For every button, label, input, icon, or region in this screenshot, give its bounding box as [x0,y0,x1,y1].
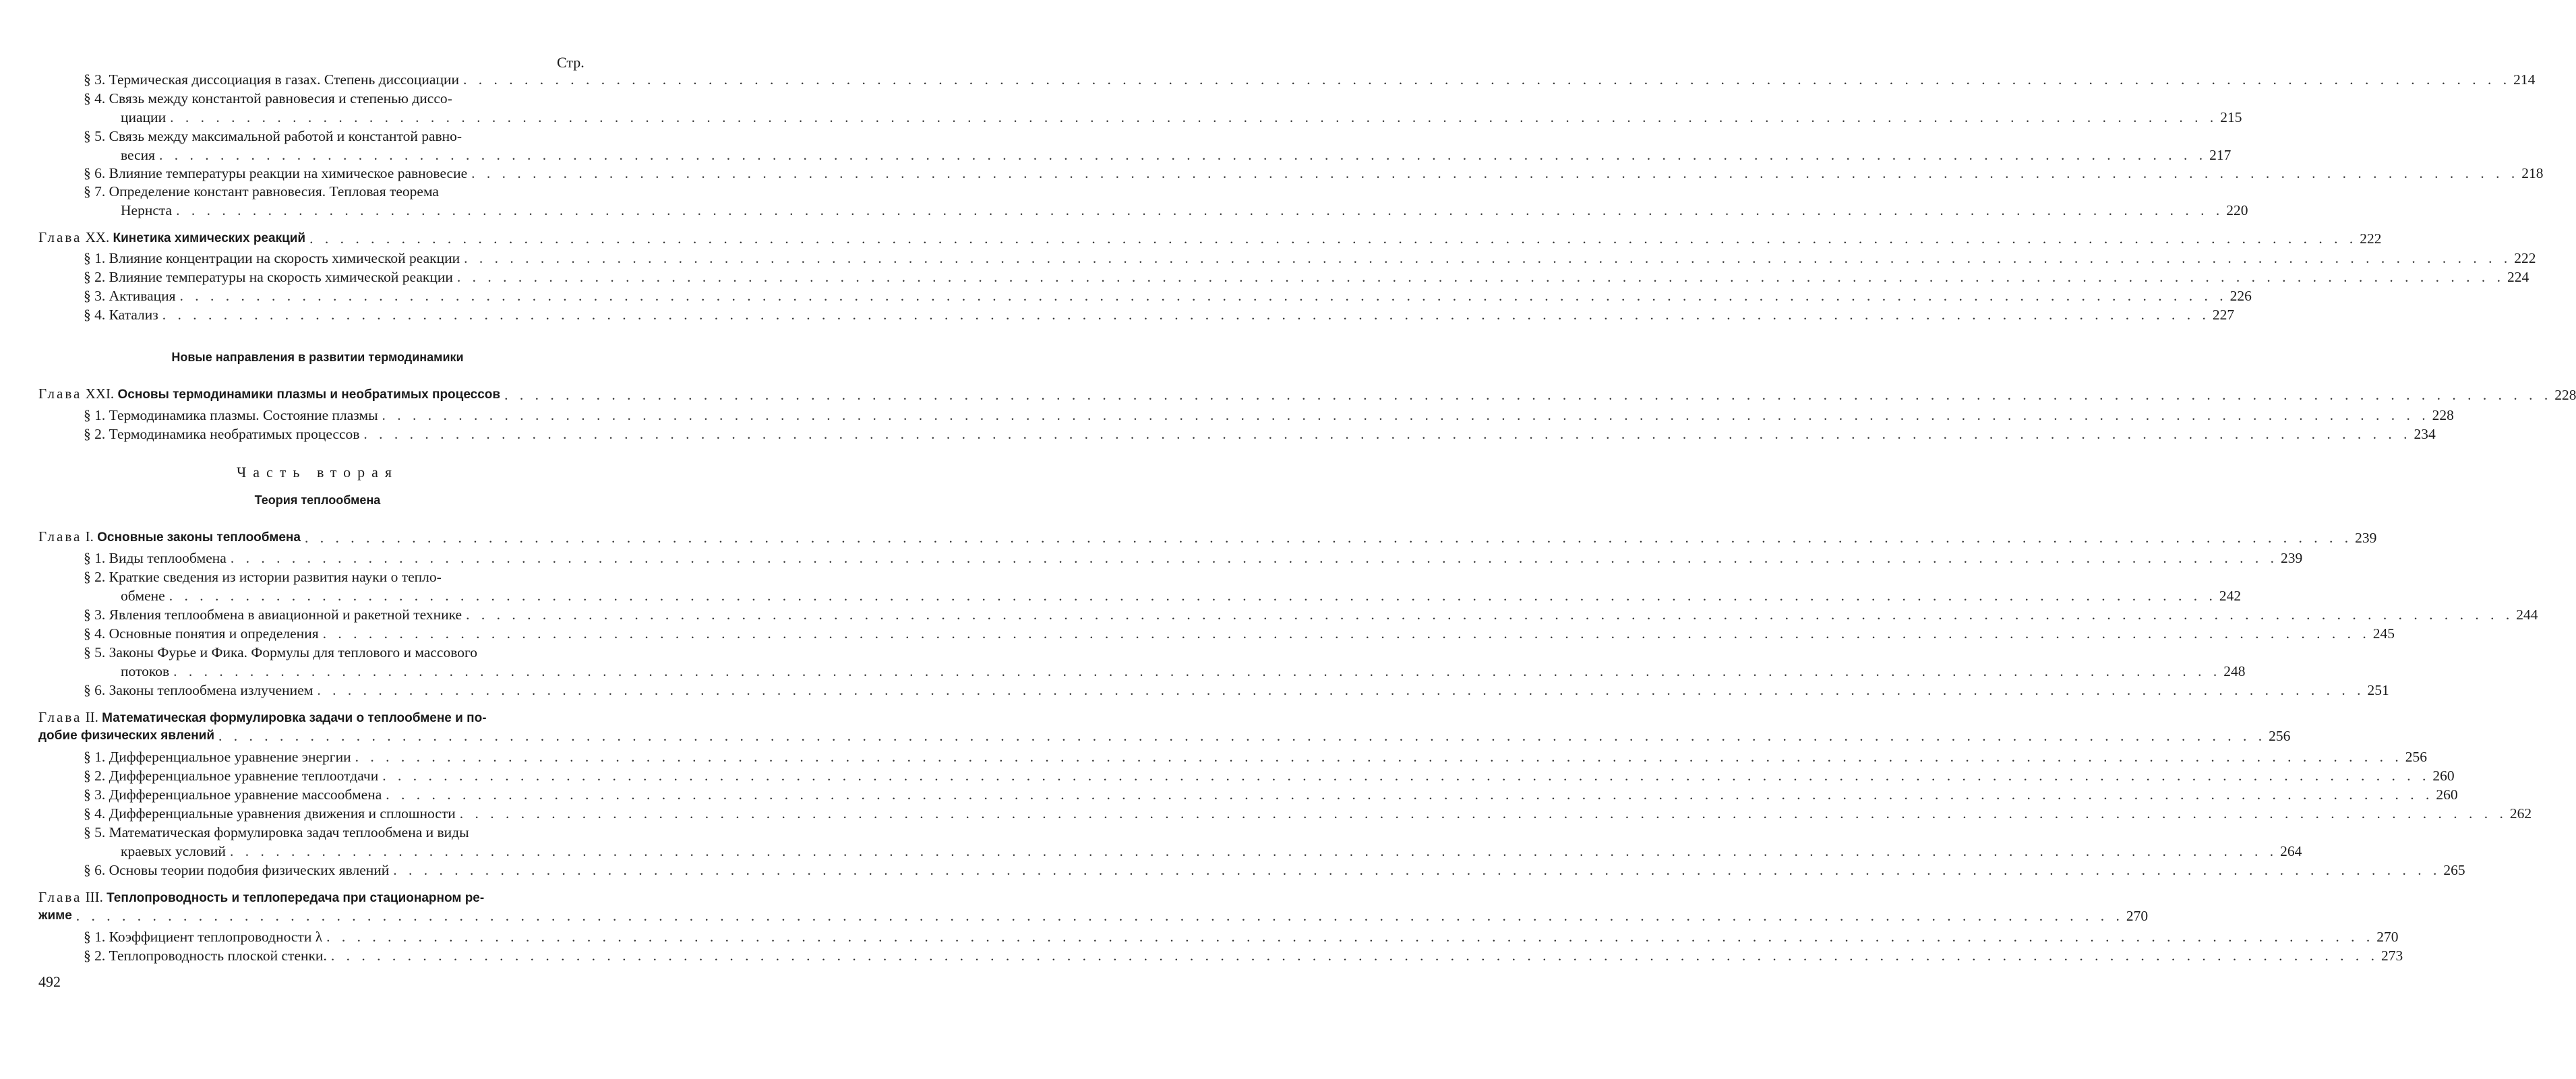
section-number: § 1. [84,250,106,266]
page-ref: 239 [2355,530,2377,546]
section-text: Термодинамика плазмы. Состояние плазмы [109,407,378,423]
section-entry-continued [0,146,2231,164]
continued-text: циации [121,109,167,125]
page-ref: 215 [2220,109,2242,125]
section-heading: Новые направления в развитии термодинамики [171,350,464,364]
section-text: Активация [109,288,176,304]
chapter-entry-continued [0,727,2291,745]
dot-leader [363,425,2411,443]
page-ref: 248 [2223,663,2246,679]
section-number: § 2. [84,426,106,442]
dot-leader [169,587,2217,605]
section-text: Связь между константой равновесия и степенью диссо- [109,90,452,106]
chapter-entry-continued [0,907,2149,925]
section-text: Явления теплообмена в авиационной и ракетной технике [109,607,462,623]
dot-leader [305,529,2352,547]
dot-leader [76,907,2124,925]
chapter-number: I. [85,528,94,545]
page-ref: 224 [2507,269,2529,285]
section-entry [0,861,2465,879]
dot-leader [317,681,2364,699]
section-title [84,928,322,946]
page-ref: 218 [2521,165,2544,181]
section-number: § 3. [84,288,106,304]
section-entry-continued [0,109,2242,126]
section-text: Связь между максимальной работой и константой равно- [109,128,462,144]
section-text: Краткие сведения из истории развития науки о тепло- [109,569,442,585]
section-text: Основные понятия и определения [109,625,319,642]
chapter-text: Теплопроводность и теплопередача при стационарном ре- [107,891,485,905]
section-text: Термическая диссоциация в газах. Степень диссоциации [109,71,459,88]
chapter-number: XXI. [85,386,115,402]
chapter-prefix: Глава [38,709,82,725]
section-entry [0,549,2303,567]
section-heading: Теория теплообмена [254,493,381,507]
section-number: § 6. [84,165,106,181]
section-title [84,127,462,145]
section-number: § 6. [84,862,106,878]
section-entry [0,406,2454,424]
section-number: § 2. [84,269,106,285]
section-title [84,748,351,766]
section-title [84,824,469,841]
section-title [84,644,477,661]
section-title [84,268,453,286]
section-text: Математическая формулировка задач теплообмена и виды [109,824,469,840]
section-entry [0,767,2455,784]
chapter-text: Кинетика химических реакций [113,231,306,245]
page-ref: 262 [2509,805,2532,822]
section-entry [0,287,2252,305]
section-entry [0,681,2389,699]
dot-leader [393,861,2440,879]
page-ref: 226 [2229,288,2252,304]
page-number: 492 [38,973,61,990]
section-title [84,861,389,879]
section-entry [0,183,719,200]
section-number: § 4. [84,805,106,822]
section-entry-continued [0,662,2246,680]
chapter-entry [0,228,2382,247]
section-number: § 2. [84,948,106,964]
continued-text: краевых условий [121,843,226,859]
section-title [84,805,456,822]
page-ref: 270 [2376,929,2399,945]
section-number: § 3. [84,607,106,623]
section-number: § 2. [84,768,106,784]
continued-text: потоков [121,663,170,679]
section-entry [0,425,2436,443]
page-ref: 273 [2380,948,2403,964]
section-title [84,425,359,443]
dot-leader [323,625,2370,642]
section-number: § 3. [84,787,106,803]
chapter-number: II. [85,709,98,725]
section-entry [0,568,719,586]
page-ref: 227 [2212,307,2235,323]
chapter-entry [0,528,2377,547]
dot-leader [463,71,2511,88]
section-title [84,90,452,107]
page-ref: 270 [2126,908,2149,924]
section-number: § 5. [84,128,106,144]
section-number: § 1. [84,749,106,765]
dot-leader [162,306,2210,323]
dot-leader [170,109,2217,126]
section-entry [0,928,2399,946]
section-text: Теплопроводность плоской стенки. [109,948,327,964]
page-ref: 265 [2443,862,2465,878]
section-number: § 1. [84,407,106,423]
dot-leader [309,230,2357,247]
section-entry [0,786,2458,803]
section-title [84,606,462,623]
dot-leader [504,386,2552,404]
section-text: Катализ [109,307,158,323]
chapter-title [38,528,301,547]
chapter-entry [0,888,673,907]
dot-leader [176,202,2223,219]
dot-leader [460,805,2507,822]
section-title [84,71,459,88]
dot-leader [180,287,2227,305]
page-ref: 264 [2280,843,2302,859]
section-number: § 4. [84,625,106,642]
section-number: § 4. [84,307,106,323]
section-text: Влияние концентрации на скорость химической реакции [109,250,460,266]
section-number: § 7. [84,183,106,199]
section-title [84,164,467,182]
section-text: Определение констант равновесия. Тепловая теорема [109,183,439,199]
page-ref: 214 [2513,71,2536,88]
section-text: Дифференциальное уравнение теплоотдачи [109,768,379,784]
chapter-text: Математическая формулировка задачи о теплообмене и по- [102,711,487,725]
section-number: § 6. [84,682,106,698]
chapter-prefix: Глава [38,386,82,402]
section-title [84,287,176,305]
page-ref: 244 [2516,607,2538,623]
page-ref: 260 [2436,787,2458,803]
chapter-text: Основы термодинамики плазмы и необратимых процессов [117,388,501,402]
chapter-entry [0,708,673,727]
dot-leader [382,767,2430,784]
part-title: Часть вторая [236,464,399,481]
section-title [84,183,439,200]
section-text: Коэффициент теплопроводности λ [109,929,323,945]
chapter-title [38,228,305,247]
section-entry [0,606,2538,623]
dot-leader [382,406,2430,424]
section-entry [0,644,719,661]
section-text: Законы Фурье и Фика. Формулы для теплового и массового [109,644,478,660]
dot-leader [230,842,2277,860]
continued-text: добие физических явлений [38,729,215,743]
section-text: Дифференциальное уравнение энергии [109,749,351,765]
section-text: Влияние температуры реакции на химическое равновесие [109,165,468,181]
section-text: Влияние температуры на скорость химической реакции [109,269,453,285]
dot-leader [355,748,2403,766]
dot-leader [159,146,2207,164]
chapter-prefix: Глава [38,889,82,905]
continued-text: Нернста [121,202,173,218]
section-entry [0,805,2532,822]
section-title [84,249,460,267]
chapter-prefix: Глава [38,528,82,545]
section-entry [0,625,2395,642]
section-text: Дифференциальное уравнение массообмена [109,787,382,803]
dot-leader [218,727,2266,745]
section-number: § 5. [84,824,106,840]
section-entry-continued [0,202,2248,219]
page-ref: 256 [2269,728,2291,744]
page-ref: 242 [2219,588,2242,604]
page-ref: 239 [2280,550,2303,566]
section-entry [0,127,719,145]
dot-leader [231,549,2278,567]
chapter-number: III. [85,889,103,905]
continued-text: жиме [38,908,72,923]
dot-leader [173,662,2221,680]
page-ref: 228 [2432,407,2454,423]
chapter-title [38,385,500,404]
dot-leader [464,249,2511,267]
dot-leader [326,928,2374,946]
section-text: Основы теории подобия физических явлений [109,862,390,878]
page-ref: 228 [2554,387,2576,403]
page-ref: 222 [2514,250,2536,266]
page-column-label: Стр. [557,54,585,71]
dot-leader [457,268,2505,286]
dot-leader [331,947,2378,964]
section-entry [0,748,2427,766]
section-text: Законы теплообмена излучением [109,682,313,698]
page-ref: 217 [2209,147,2231,163]
section-entry [0,90,719,107]
section-entry-continued [0,587,2242,605]
section-entry-continued [0,842,2302,860]
section-number: § 2. [84,569,106,585]
section-title [84,625,319,642]
section-title [84,568,442,586]
section-text: Дифференциальные уравнения движения и сплошности [109,805,456,822]
dot-leader [466,606,2513,623]
section-entry [0,268,2529,286]
section-title [84,549,227,567]
dot-leader [386,786,2433,803]
page-ref: 222 [2360,230,2382,247]
chapter-title [38,708,487,727]
section-text: Термодинамика необратимых процессов [109,426,360,442]
continued-text: весия [121,147,156,163]
page-ref: 220 [2226,202,2248,218]
section-entry [0,164,2544,182]
page-ref: 256 [2405,749,2427,765]
section-number: § 4. [84,90,106,106]
section-text: Виды теплообмена [109,550,227,566]
section-title [84,406,378,424]
section-entry [0,824,719,841]
dot-leader [471,164,2519,182]
section-number: § 1. [84,929,106,945]
section-entry [0,306,2235,323]
continued-text: обмене [121,588,165,604]
chapter-prefix: Глава [38,229,82,245]
section-number: § 5. [84,644,106,660]
page-ref: 234 [2414,426,2436,442]
section-entry [0,71,2536,88]
page-ref: 251 [2367,682,2389,698]
section-number: § 3. [84,71,106,88]
chapter-entry [0,385,2576,404]
section-title [84,947,327,964]
page-ref: 245 [2372,625,2395,642]
section-title [84,786,382,803]
section-title [84,306,158,323]
chapter-text: Основные законы теплообмена [97,530,301,545]
section-entry [0,249,2536,267]
page-ref: 260 [2432,768,2455,784]
section-title [84,767,378,784]
section-number: § 1. [84,550,106,566]
chapter-title [38,888,484,907]
section-title [84,681,313,699]
chapter-number: XX. [85,229,110,245]
section-entry [0,947,2403,964]
